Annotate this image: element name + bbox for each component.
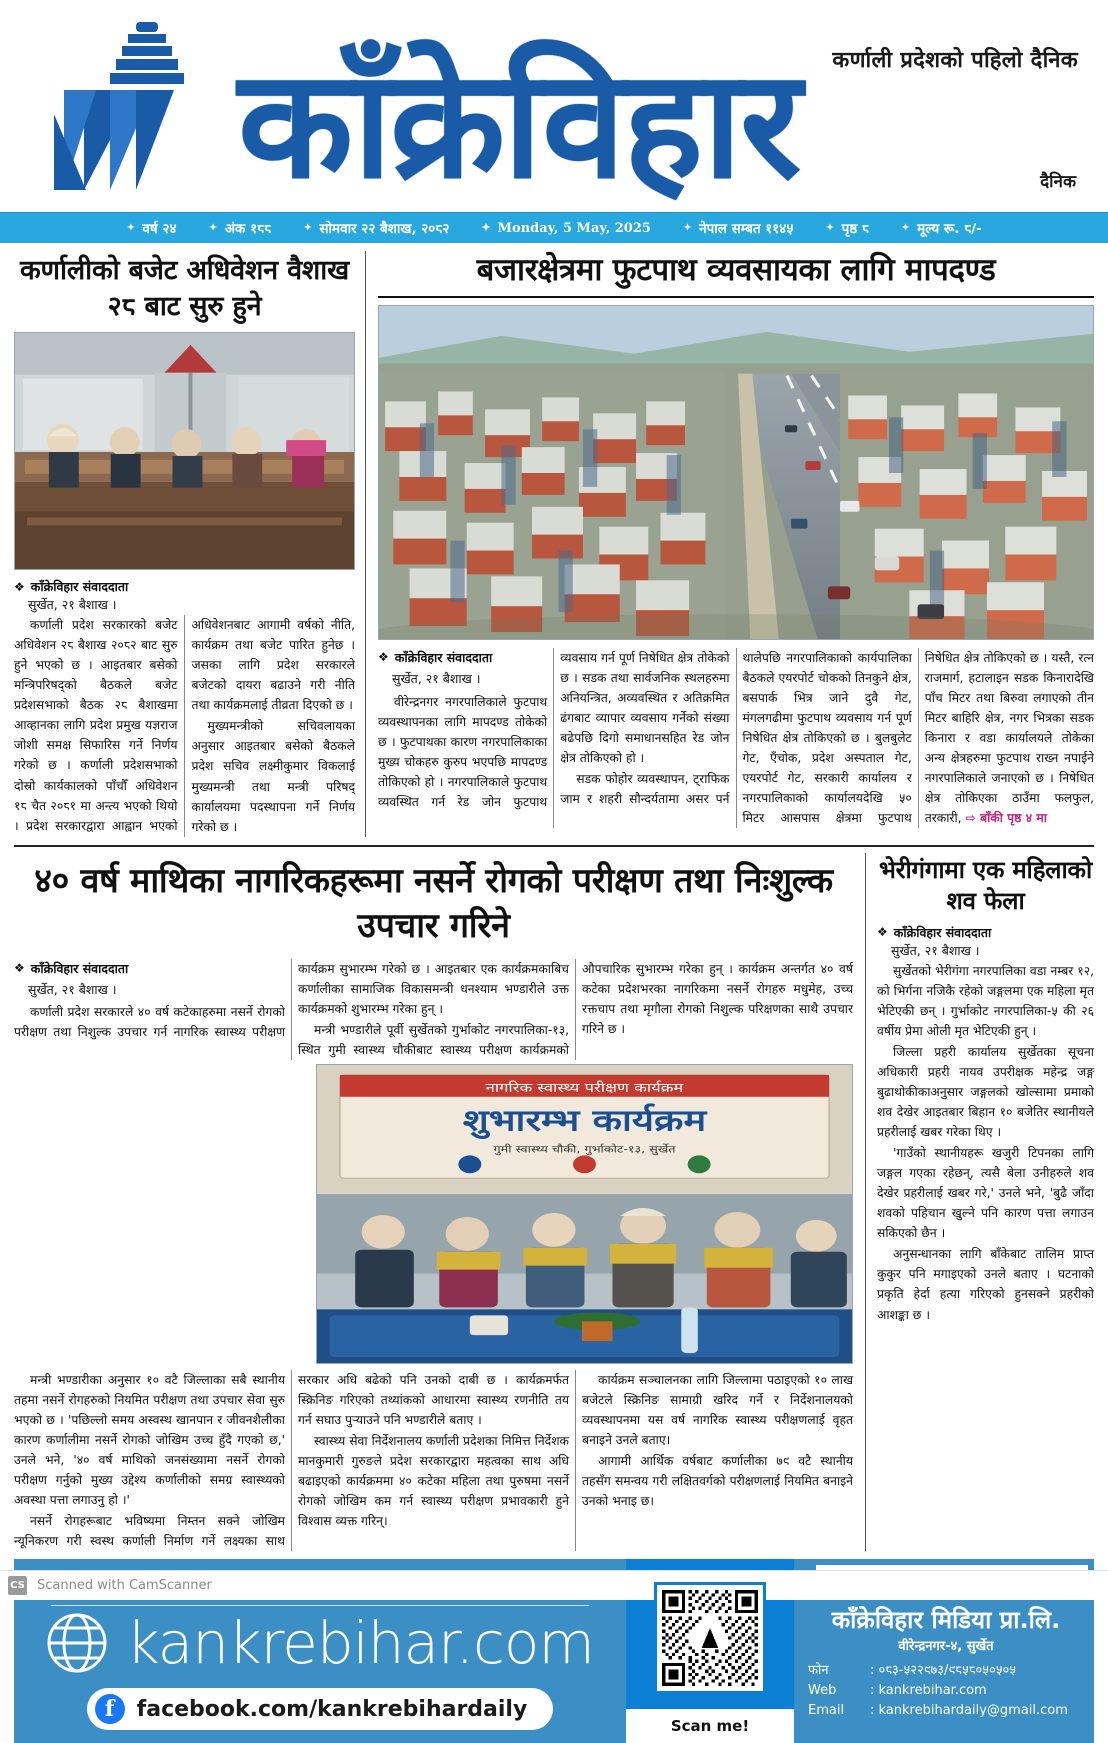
paragraph: वीरेन्द्रनगर नगरपालिकाले फुटपाथ व्यवस्थापनका लागि मापदण्ड तोकेको छ । फुटपाथका कारण नगरपालिकाका मुख्य चोकहरु कुरुप भएपछि मापदण्ड तोकिएको हो । नगरपालिकाले फुटपाथ व्यवस्थित गर्न रेड जोन फुटपाथ व्यवसाय गर्न पूर्ण निषेधित क्षेत्र तोकेको छ । सडक तथा सार्वजनिक स्थलहरुमा अनियन्त्रित, अव्यवस्थित र अतिक्रमित ढंगबाट व्यापार व्यवसाय गर्नेको संख्या बढेपछि दिगो समाधानसहित रेड जोन क्षेत्र तोकिएको हो । xyxy=(378,650,730,809)
lead-story-body xyxy=(14,615,355,836)
byline-text: काँक्रेविहार संवाददाता xyxy=(30,960,129,976)
clover-bullet-icon: ❖ xyxy=(14,579,25,594)
website-url: kankrebihar.com xyxy=(126,1609,594,1678)
center-story-headline: ४० वर्ष माथिका नागरिकहरूमा नसर्ने रोगको परीक्षण तथा निःशुल्क उपचार गरिने xyxy=(34,860,833,947)
main-story-dateline: सुर्खेत, २१ बैशाख । xyxy=(392,671,481,687)
clover-bullet-icon: ❖ xyxy=(877,925,888,940)
diamond-bullet-icon: ✦ xyxy=(208,220,218,234)
paragraph: स्वास्थ्य सेवा निर्देशनालय कर्णाली प्रदेशका निमित्त निर्देशक मानकुमारी गुरुङले प्रदेश सरकारद्वारा महत्वका साथ अधि बढाइएको कार्यक्रममा ४० कटेका महिला तथा पुरुषमा नसर्ने रोगको जोखिम कम गर्न स्वास्थ्य परीक्षण प्रभावकारी हुने विश्वास व्यक्त गरिन्। xyxy=(298,1433,569,1529)
jump-note-text: बाँकी पृष्ठ ४ मा xyxy=(980,811,1047,825)
contact-row-email xyxy=(808,1701,1084,1721)
center-story-byline xyxy=(14,959,285,979)
company-address: वीरेन्द्रनगर-४, सुर्खेत xyxy=(898,1638,994,1654)
info-text: मूल्य रू. ८/- xyxy=(917,221,982,237)
main-story-photo xyxy=(378,305,1094,640)
contact-rows xyxy=(808,1661,1084,1721)
diamond-bullet-icon: ✦ xyxy=(682,220,693,234)
byline-text: काँक्रेविहार संवाददाता xyxy=(893,924,992,940)
contact-value: : ०८३-५२२९७३/९८५८०५०५०५ xyxy=(870,1662,1017,1678)
diamond-bullet-icon: ✦ xyxy=(900,220,911,234)
lead-story-dateline: सुर्खेत, २१ बैशाख । xyxy=(28,597,117,613)
info-item-issue xyxy=(192,219,287,237)
center-story-photo xyxy=(316,1064,853,1364)
info-text: नेपाल सम्बत ११४५ xyxy=(699,221,794,237)
jump-note: ⇨ बाँकी पृष्ठ ४ मा xyxy=(965,811,1047,825)
center-story-dateline: सुर्खेत, २१ बैशाख । xyxy=(28,982,117,998)
qr-caption: Scan me! xyxy=(626,1711,794,1743)
page-content xyxy=(0,243,1108,1551)
contact-key: Web xyxy=(808,1682,837,1698)
main-story-headline: बजारक्षेत्रमा फुटपाथ व्यवसायका लागि मापदण्ड xyxy=(378,251,1094,298)
masthead-title: काँक्रेविहार xyxy=(238,37,800,212)
contact-key: Email xyxy=(808,1702,845,1718)
paragraph: मन्त्री भण्डारीका अनुसार १० वटै जिल्लाका सबै स्थानीय तहमा नसर्ने रोगहरुको नियमित परीक्षण तथा उपचार सेवा सुरु भएको छ । 'पछिल्लो समय अस्वस्थ खानपान र जीवनशैलीका कारण कर्णालीमा नसर्ने रोगको जोखिम उच्च हुँदै गएको छ,' उनले भने, '४० वर्ष माथिको जनसंख्यामा नसर्ने रोगको परीक्षण गर्नुको मुख्य उद्देश्य कर्णालीको समग्र स्वास्थ्यको अवस्था पत्ता लगाउनु हो ।' xyxy=(14,1372,285,1508)
info-item-date-ne xyxy=(287,219,465,237)
info-item-date-en xyxy=(465,221,667,236)
masthead-subtitle: दैनिक xyxy=(1040,172,1076,192)
info-item-price xyxy=(885,219,998,237)
masthead-logo-row xyxy=(24,6,1084,212)
paragraph: कार्यक्रम सञ्चालनका लागि जिल्लामा पठाइएको १० लाख बजेटले स्क्रिनिङ सामाग्री खरिद गर्ने र निर्देशनालयको व्यवस्थापनमा यस वर्ष नागरिक स्वास्थ्य परीक्षणलाई वृहत बनाइने उनले बताए। xyxy=(582,1372,853,1447)
center-story-body xyxy=(14,959,853,1551)
info-item-year xyxy=(110,219,192,237)
side-story-byline xyxy=(877,924,1094,941)
paragraph: कर्णाली प्रदेश सरकारको बजेट अधिवेशन २८ बैशाख २०८२ बाट सुरु हुने भएको छ । आइतबार बसेको मन्त्रिपरिषद्को बैठकले बजेट प्रदेशसभाको बैठक २८ बैशाखमा आव्हानका लागि प्रदेश प्रमुख यज्ञराज जोशी समक्ष सिफारिस गर्ने निर्णय गरेको छ । कर्णाली प्रदेशसभाको दोस्रो कार्यकालको पाँचौँ अधिवेशन १८ चैत २०८१ मा अन्त्य भएको थियो । प्रदेश सरकारद्वारा आह्वान भएको अधिवेशनबाट आगामी वर्षको नीति, कार्यक्रम तथा बजेट पारित हुनेछ । जसका लागि प्रदेश सरकारले बजेटको दायरा बढाउने गरी नीति तथा कार्यक्रमलाई तीव्रता दिएको छ । xyxy=(14,618,355,833)
diamond-bullet-icon: ✦ xyxy=(303,220,313,234)
info-item-pages xyxy=(809,219,885,237)
side-story-body xyxy=(877,961,1094,1325)
info-text: पृष्ठ ८ xyxy=(841,221,869,237)
masthead-tagline: कर्णाली प्रदेशको पहिलो दैनिक xyxy=(832,48,1078,73)
contact-row-phone xyxy=(808,1661,1084,1681)
camscanner-footer xyxy=(0,1570,1108,1600)
main-story-body xyxy=(378,648,1094,828)
middle-section xyxy=(14,853,1094,1552)
lead-story-photo xyxy=(14,332,355,570)
kankrebihar-logo-icon xyxy=(24,18,264,196)
paragraph: सुर्खेतको भेरीगंगा नगरपालिका वडा नम्बर १२, को भिर्गना नजिकै रहेको जङ्गलमा एक महिला मृत भेटिएकी छन् । गुर्भाकोट नगरपालिका-५ की २६ वर्षीय प्रेमा ओली मृत भेटिएकी हुन् । xyxy=(877,963,1094,1039)
info-text: अंक १८८ xyxy=(224,221,272,237)
contact-key: फोन xyxy=(808,1662,829,1678)
side-story xyxy=(866,853,1094,1552)
byline-text: काँक्रेविहार संवाददाता xyxy=(30,579,129,595)
paragraph: मुख्यमन्त्रीको सचिवलायका अनुसार आइतबार बसेको बैठकले प्रदेश सचिव लक्ष्मीकुमार विकलाई मुख्यमन्त्री तथा मन्त्री परिषद् कार्यालयमा पदस्थापना गर्ने निर्णय गरेको छ । xyxy=(191,719,355,834)
lead-story-headline: कर्णालीको बजेट अधिवेशन वैशाख २८ बाट सुरु हुने xyxy=(20,255,349,322)
paragraph: नसर्ने रोगहरूबाट भविष्यमा निम्तन सक्ने जोखिम न्यूनिकरण गरी स्वस्थ कर्णाली निर्माण गर्ने लक्ष्यका साथ सरकार अधि बढेको पनि उनको दाबी छ । कार्यक्रमर्फत स्क्रिनिङ गरिएको तथ्यांकको आधारमा स्वास्थ्य रणनीति तय गर्न सघाउ पुर्‍याउने पनि भण्डारीले बताए । xyxy=(14,1372,569,1549)
website-link[interactable] xyxy=(46,1609,594,1678)
lead-story-byline xyxy=(14,578,355,595)
diamond-bullet-icon: ✦ xyxy=(481,220,491,234)
info-text: Monday, 5 May, 2025 xyxy=(497,220,651,236)
paragraph: आगामी आर्थिक वर्षबाट कर्णालीका ७९ वटै स्थानीय तहसँग समन्वय गरी लक्षितवर्गको परीक्षणलाई नियमित बनाइने उनको भनाइ छ। xyxy=(582,1453,853,1509)
top-section xyxy=(14,251,1094,837)
globe-icon xyxy=(46,1612,108,1674)
section-divider xyxy=(14,845,1094,847)
facebook-url: facebook.com/kankrebihardaily xyxy=(136,1696,528,1722)
diamond-bullet-icon: ✦ xyxy=(126,220,136,234)
contact-row-web xyxy=(808,1681,1084,1701)
contact-value: : kankrebihar.com xyxy=(870,1682,987,1698)
camscanner-text: Scanned with CamScanner xyxy=(37,1578,212,1593)
clover-bullet-icon: ❖ xyxy=(14,961,25,976)
svg-text:नागरिक स्वास्थ्य परीक्षण कार्य: नागरिक स्वास्थ्य परीक्षण कार्यक्रम xyxy=(485,1080,684,1096)
ad-divider xyxy=(51,1605,590,1606)
side-story-headline: भेरीगंगामा एक महिलाको शव फेला xyxy=(879,855,1092,915)
byline-text: काँक्रेविहार संवाददाता xyxy=(394,649,493,665)
company-name: काँक्रेविहार मिडिया प्रा.लि. xyxy=(831,1606,1061,1635)
paragraph-text: सडक फोहोर व्यवस्थापन, ट्राफिक जाम र शहरी सौन्दर्यतामा असर पर्न थालेपछि नगरपालिकाको कार्यपालिका बैठकले एयरपोर्ट चोकको तिनकुने क्षेत्र, बसपार्क भित्र जाने दुवै गेट, मंगलगढीमा फुटपाथ व्यवसाय गर्न पूर्ण निषेधित क्षेत्र तोकिएको छ । बुलबुलेट गेट, एँचोक, प्रदेश अस्पताल गेट, एयरपोर्ट गेट, सरकारी कार्यालय र नगरपालिकाको कार्यालयदेखि ५० मिटर आसपास क्षेत्रमा फुटपाथ निषेधित क्षेत्र तोकिएको छ । यस्तै, रत्न राजमार्ग, हटालाइन सडक किनारादेखि पाँच मिटर तथा बिरुवा लगाएको तीन मिटर बाहिरि क्षेत्र, नगर भित्रका सडक किनारा र वडा कार्यालयले तोकेका अन्य क्षेत्रहरुमा फुटपाथ राख्न नपाईने नगरपालिकाले जनाएको छ । निषेधित क्षेत्र तोकिएका ठाउँमा फलफुल, तरकारी, xyxy=(560,650,1094,825)
paragraph: कर्णाली प्रदेश सरकारले ४० वर्ष कटेकाहरुमा नसर्ने रोगको परीक्षण तथा निशुल्क उपचार गर्न नागरिक स्वास्थ्य परीक्षण कार्यक्रम सुभारम्भ गरेको छ । आइतबार एक कार्यक्रमकाबिच कर्णालीका सामाजिक विकासमन्त्री धनश्याम भण्डारीले उक्त कार्यक्रमको शुभारम्भ गरेका हुन् । xyxy=(14,961,569,1040)
contact-value: : kankrebihardaily@gmail.com xyxy=(870,1702,1068,1718)
paragraph: जिल्ला प्रहरी कार्यालय सुर्खेतका सूचना अधिकारी प्रहरी नायव उपरीक्षक महेन्द्र जङ्ग बुढाथोकीकाअनुसार जङ्गलको खोल्सामा प्रमाकाे शव देखेर आइतबार बिहान १० बजेतिर स्थानीयले प्रहरीलाई खबर गरेका थिए । xyxy=(877,1045,1094,1140)
clover-bullet-icon: ❖ xyxy=(378,650,389,665)
center-story xyxy=(14,853,866,1552)
info-item-nepal-sambat xyxy=(667,219,809,237)
paragraph: अनुसन्धानका लागि बाँकेबाट तालिम प्राप्त कुकुर पनि मगाइएको उनले बताए । घटनाको प्रकृति हेर्दा हत्या गरिएको हुनसक्ने प्रहरीको आशङ्का छ । xyxy=(877,1247,1094,1322)
center-story-flow xyxy=(14,959,853,1551)
camscanner-icon: CS xyxy=(8,1576,27,1595)
masthead xyxy=(0,0,1108,212)
qr-code[interactable] xyxy=(654,1582,766,1694)
info-text: सोमवार २२ बैशाख, २०८२ xyxy=(319,221,450,237)
issue-info-bar xyxy=(0,212,1108,243)
paragraph: 'गाउँको स्थानीयहरू खजुरी टिपनका लागि जङ्गल गएका रहेछन्, त्यसै बेला उनीहरुले शव देखेर प्रहरीलाई खबर गरे,' उनले भने, 'बुढै जाँदा शवको पहिचान खुल्ने पनि कारण पत्ता लगाउन सकिएको छैन । xyxy=(877,1146,1094,1241)
lead-story xyxy=(14,251,366,837)
side-story-dateline: सुर्खेत, २१ बैशाख । xyxy=(891,942,980,958)
info-text: वर्ष २४ xyxy=(142,221,177,237)
main-story xyxy=(366,251,1094,837)
diamond-bullet-icon: ✦ xyxy=(825,220,835,234)
facebook-icon: f xyxy=(95,1694,125,1724)
paragraph: मन्त्री भण्डारीले पूर्वी सुर्खेतको गुर्भाकोट नगरपालिका-१३, स्थित गुमी स्वास्थ्य चौकीबाट स्वास्थ्य परीक्षण कार्यक्रमको औपचारिक सुभारम्भ गरेका हुन् । कार्यक्रम अन्तर्गत ४० वर्ष कटेका प्रदेशभरका नागरिकमा नसर्ने रोगहरु मधुमेह, उच्च रक्तचाप तथा मृगौला रोगको निशुल्क परिक्षणका साथै उपचार गरिने छ । xyxy=(298,961,853,1057)
facebook-link[interactable] xyxy=(87,1688,554,1730)
svg-text:शुभारम्भ कार्यक्रम: शुभारम्भ कार्यक्रम xyxy=(462,1103,707,1139)
main-story-byline xyxy=(378,648,547,668)
svg-text:गुमी स्वास्थ्य चौकी, गुर्भाकोट: गुमी स्वास्थ्य चौकी, गुर्भाकोट-१३, सुर्खेत xyxy=(493,1142,676,1155)
